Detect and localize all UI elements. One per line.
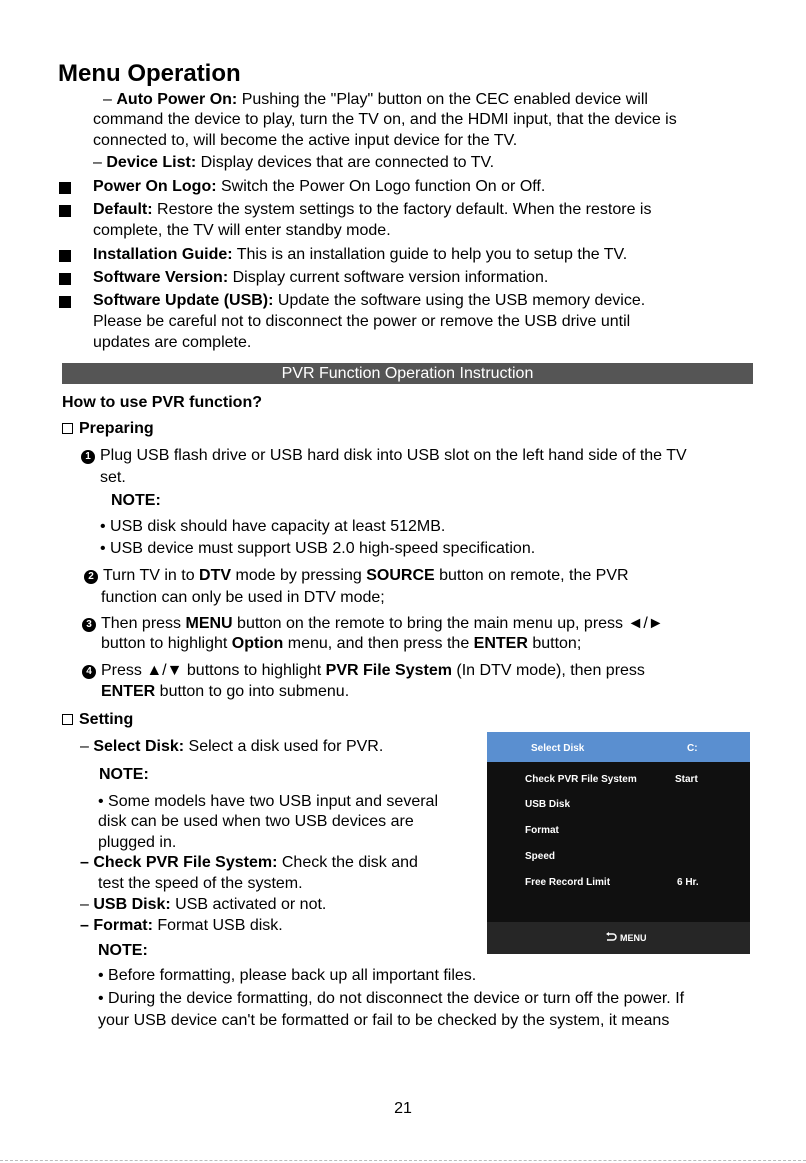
usb-disk-label: USB Disk: (93, 896, 171, 913)
software-version-line: Software Version: Display current software version information. (93, 269, 549, 286)
check-pvr-line2: test the speed of the system. (98, 875, 303, 892)
device-list-line: – Device List: Display devices that are connected to TV. (93, 154, 495, 171)
menu-header-label: Select Disk (531, 743, 585, 754)
step-2-line1: 2 Turn TV in to DTV mode by pressing SOURCE button on remote, the PVR (84, 566, 629, 586)
default-line2: complete, the TV will enter standby mode. (93, 222, 391, 239)
bullet-square-icon (59, 205, 71, 217)
power-on-logo-line: Power On Logo: Switch the Power On Logo function On or Off. (93, 178, 546, 195)
check-pvr-label: – Check PVR File System: (80, 854, 278, 871)
auto-power-on-label: Auto Power On: (116, 91, 238, 108)
pvr-menu-screenshot (487, 732, 750, 954)
menu-item-label: USB Disk (525, 799, 571, 810)
step-4-line1: 4 Press ▲/▼ buttons to highlight PVR File System (In DTV mode), then press (82, 661, 645, 681)
default-line1: Default: Restore the system settings to the factory default. When the restore is (93, 201, 652, 218)
step-number-4-icon: 4 (82, 665, 96, 679)
device-list-label: Device List: (106, 154, 197, 171)
software-update-line1: Software Update (USB): Update the software using the USB memory device. (93, 292, 646, 309)
step-number-2-icon: 2 (84, 570, 98, 584)
check-pvr-line1: – Check PVR File System: Check the disk and (80, 854, 418, 871)
bullet-square-icon (59, 273, 71, 285)
menu-item-label: Check PVR File System (525, 774, 637, 785)
bullet-square-icon (59, 182, 71, 194)
menu-header (487, 732, 750, 762)
step-4-line2: ENTER button to go into submenu. (101, 683, 350, 700)
note2-line1: • Before formatting, please back up all important files. (98, 967, 477, 984)
note-text-line3: plugged in. (98, 834, 177, 851)
auto-power-on-line3: connected to, will become the active input device for the TV. (93, 132, 518, 149)
setting-heading: Setting (62, 710, 133, 730)
note-label: NOTE: (111, 492, 161, 509)
menu-item-value: Start (675, 774, 698, 785)
select-disk-line: – Select Disk: Select a disk used for PVR. (80, 738, 384, 755)
page-title: Menu Operation (58, 60, 241, 87)
menu-item-label: Format (525, 825, 559, 836)
format-label: – Format: (80, 917, 153, 934)
pvr-section-banner: PVR Function Operation Instruction (62, 363, 753, 384)
format-line: – Format: Format USB disk. (80, 917, 283, 934)
installation-guide-label: Installation Guide: (93, 246, 233, 263)
menu-footer-label: MENU (620, 933, 647, 943)
note-text-line1: • Some models have two USB input and several (98, 793, 438, 810)
usb-disk-line: – USB Disk: USB activated or not. (80, 896, 327, 913)
how-to-heading: How to use PVR function? (62, 394, 262, 411)
note-text-line2: disk can be used when two USB devices are (98, 813, 414, 830)
menu-header-value: C: (687, 743, 698, 754)
note-item: • USB disk should have capacity at least 512MB. (100, 518, 446, 535)
power-on-logo-label: Power On Logo: (93, 178, 217, 195)
note2-line2: • During the device formatting, do not disconnect the device or turn off the power. If (98, 990, 685, 1007)
step-number-1-icon: 1 (81, 450, 95, 464)
software-version-label: Software Version: (93, 269, 229, 286)
step-number-3-icon: 3 (82, 618, 96, 632)
default-label: Default: (93, 201, 153, 218)
bullet-square-icon (59, 250, 71, 262)
step-3-line1: 3 Then press MENU button on the remote to bring the main menu up, press ◄/► (82, 614, 664, 634)
return-icon (605, 932, 617, 942)
menu-footer (487, 922, 750, 954)
preparing-heading: Preparing (62, 419, 154, 439)
auto-power-on-line2: command the device to play, turn the TV on, and the HDMI input, that the device is (93, 111, 677, 128)
step-1-line2: set. (100, 469, 126, 486)
menu-item-value: 6 Hr. (677, 877, 699, 888)
checkbox-icon (62, 714, 73, 725)
note-item: • USB device must support USB 2.0 high-speed specification. (100, 540, 536, 557)
page-edge-divider (0, 1160, 806, 1161)
menu-item-label: Speed (525, 851, 556, 862)
note-label: NOTE: (99, 766, 149, 783)
auto-power-on-line1: – Auto Power On: Pushing the "Play" button on the CEC enabled device will (103, 91, 648, 108)
page-number: 21 (394, 1100, 412, 1117)
software-update-label: Software Update (USB): (93, 292, 274, 309)
note2-line3: your USB device can't be formatted or fail to be checked by the system, it means (98, 1012, 670, 1029)
note-label: NOTE: (98, 942, 148, 959)
software-update-line3: updates are complete. (93, 334, 252, 351)
software-update-line2: Please be careful not to disconnect the power or remove the USB drive until (93, 313, 631, 330)
menu-item-label: Free Record Limit (525, 877, 611, 888)
select-disk-label: Select Disk: (93, 738, 185, 755)
checkbox-icon (62, 423, 73, 434)
installation-guide-line: Installation Guide: This is an installation guide to help you to setup the TV. (93, 246, 628, 263)
step-2-line2: function can only be used in DTV mode; (101, 589, 385, 606)
step-3-line2: button to highlight Option menu, and then press the ENTER button; (101, 635, 582, 652)
bullet-square-icon (59, 296, 71, 308)
step-1-line1: 1 Plug USB flash drive or USB hard disk into USB slot on the left hand side of the TV (81, 446, 687, 466)
